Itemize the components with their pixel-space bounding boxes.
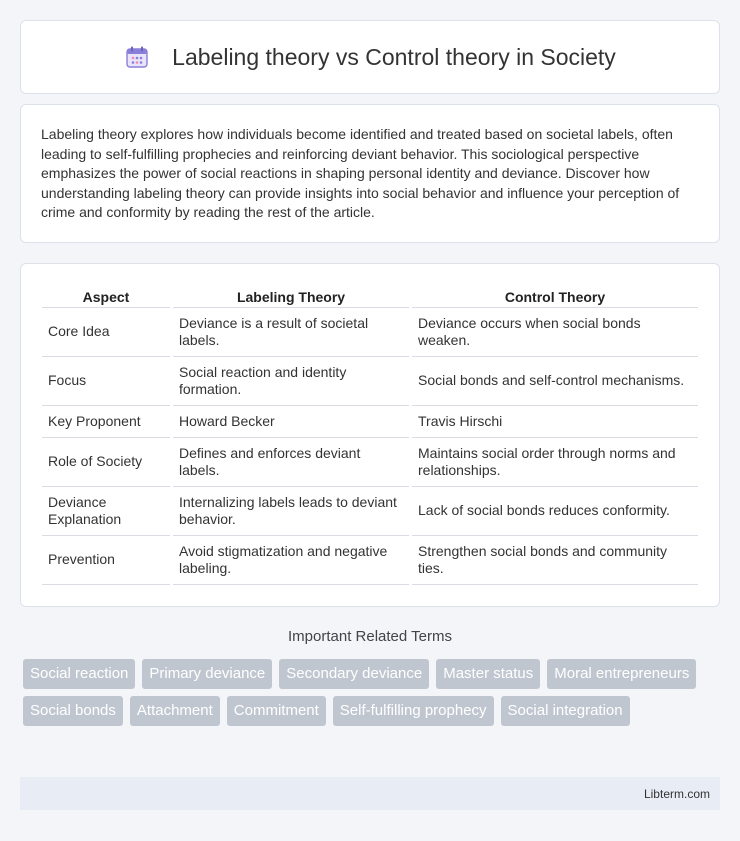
header-card bbox=[20, 20, 720, 94]
table-cell: Focus bbox=[42, 357, 170, 406]
table-row bbox=[42, 406, 698, 438]
tag-social-bonds[interactable]: Social bonds bbox=[23, 696, 123, 726]
tag-master-status[interactable]: Master status bbox=[436, 659, 540, 689]
tag-social-integration[interactable]: Social integration bbox=[501, 696, 630, 726]
table-cell: Prevention bbox=[42, 536, 170, 585]
table-header-row bbox=[42, 284, 698, 308]
intro-text: Labeling theory explores how individuals become identified and treated based on societal labels, often leading to self-fulfilling prophecies and reinforcing deviant behavior. This sociological perspective emphasizes the power of social reactions in shaping personal identity and deviance. Discover how understanding labeling theory can provide insights into social behavior and influence your perception of crime and conformity by reading the rest of the article. bbox=[41, 126, 680, 221]
table-cell: Social bonds and self-control mechanisms. bbox=[412, 357, 698, 406]
tag-attachment[interactable]: Attachment bbox=[130, 696, 220, 726]
tag-primary-deviance[interactable]: Primary deviance bbox=[142, 659, 272, 689]
tag-self-fulfilling-prophecy[interactable]: Self-fulfilling prophecy bbox=[333, 696, 494, 726]
tag-moral-entrepreneurs[interactable]: Moral entrepreneurs bbox=[547, 659, 696, 689]
tag-commitment[interactable]: Commitment bbox=[227, 696, 326, 726]
table-cell: Deviance Explanation bbox=[42, 487, 170, 536]
intro-card bbox=[20, 104, 720, 243]
related-terms-title: Important Related Terms bbox=[288, 628, 452, 645]
header-control-theory: Control Theory bbox=[412, 284, 698, 308]
table-row bbox=[42, 487, 698, 536]
footer-site-link[interactable]: Libterm.com bbox=[643, 786, 710, 801]
table-cell: Role of Society bbox=[42, 438, 170, 487]
table-cell: Howard Becker bbox=[173, 406, 409, 438]
table-cell: Social reaction and identity formation. bbox=[173, 357, 409, 406]
tag-social-reaction[interactable]: Social reaction bbox=[23, 659, 135, 689]
table-row bbox=[42, 536, 698, 585]
header-labeling-theory: Labeling Theory bbox=[173, 284, 409, 308]
table-row bbox=[42, 438, 698, 487]
comparison-table-card bbox=[20, 263, 720, 607]
header-aspect: Aspect bbox=[42, 284, 170, 308]
table-cell: Avoid stigmatization and negative labeling. bbox=[173, 536, 409, 585]
table-cell: Key Proponent bbox=[42, 406, 170, 438]
table-cell: Lack of social bonds reduces conformity. bbox=[412, 487, 698, 536]
table-cell: Maintains social order through norms and relationships. bbox=[412, 438, 698, 487]
table-cell: Internalizing labels leads to deviant behavior. bbox=[173, 487, 409, 536]
table-cell: Travis Hirschi bbox=[412, 406, 698, 438]
table-row bbox=[42, 308, 698, 357]
page-title: Labeling theory vs Control theory in Society bbox=[172, 43, 616, 70]
table-cell: Defines and enforces deviant labels. bbox=[173, 438, 409, 487]
footer bbox=[20, 777, 720, 810]
table-row bbox=[42, 357, 698, 406]
calendar-icon bbox=[124, 44, 150, 70]
table-cell: Strengthen social bonds and community ties. bbox=[412, 536, 698, 585]
tag-secondary-deviance[interactable]: Secondary deviance bbox=[279, 659, 429, 689]
table-cell: Deviance is a result of societal labels. bbox=[173, 308, 409, 357]
table-cell: Deviance occurs when social bonds weaken. bbox=[412, 308, 698, 357]
comparison-table bbox=[39, 284, 701, 585]
table-cell: Core Idea bbox=[42, 308, 170, 357]
related-terms-list bbox=[23, 659, 723, 726]
